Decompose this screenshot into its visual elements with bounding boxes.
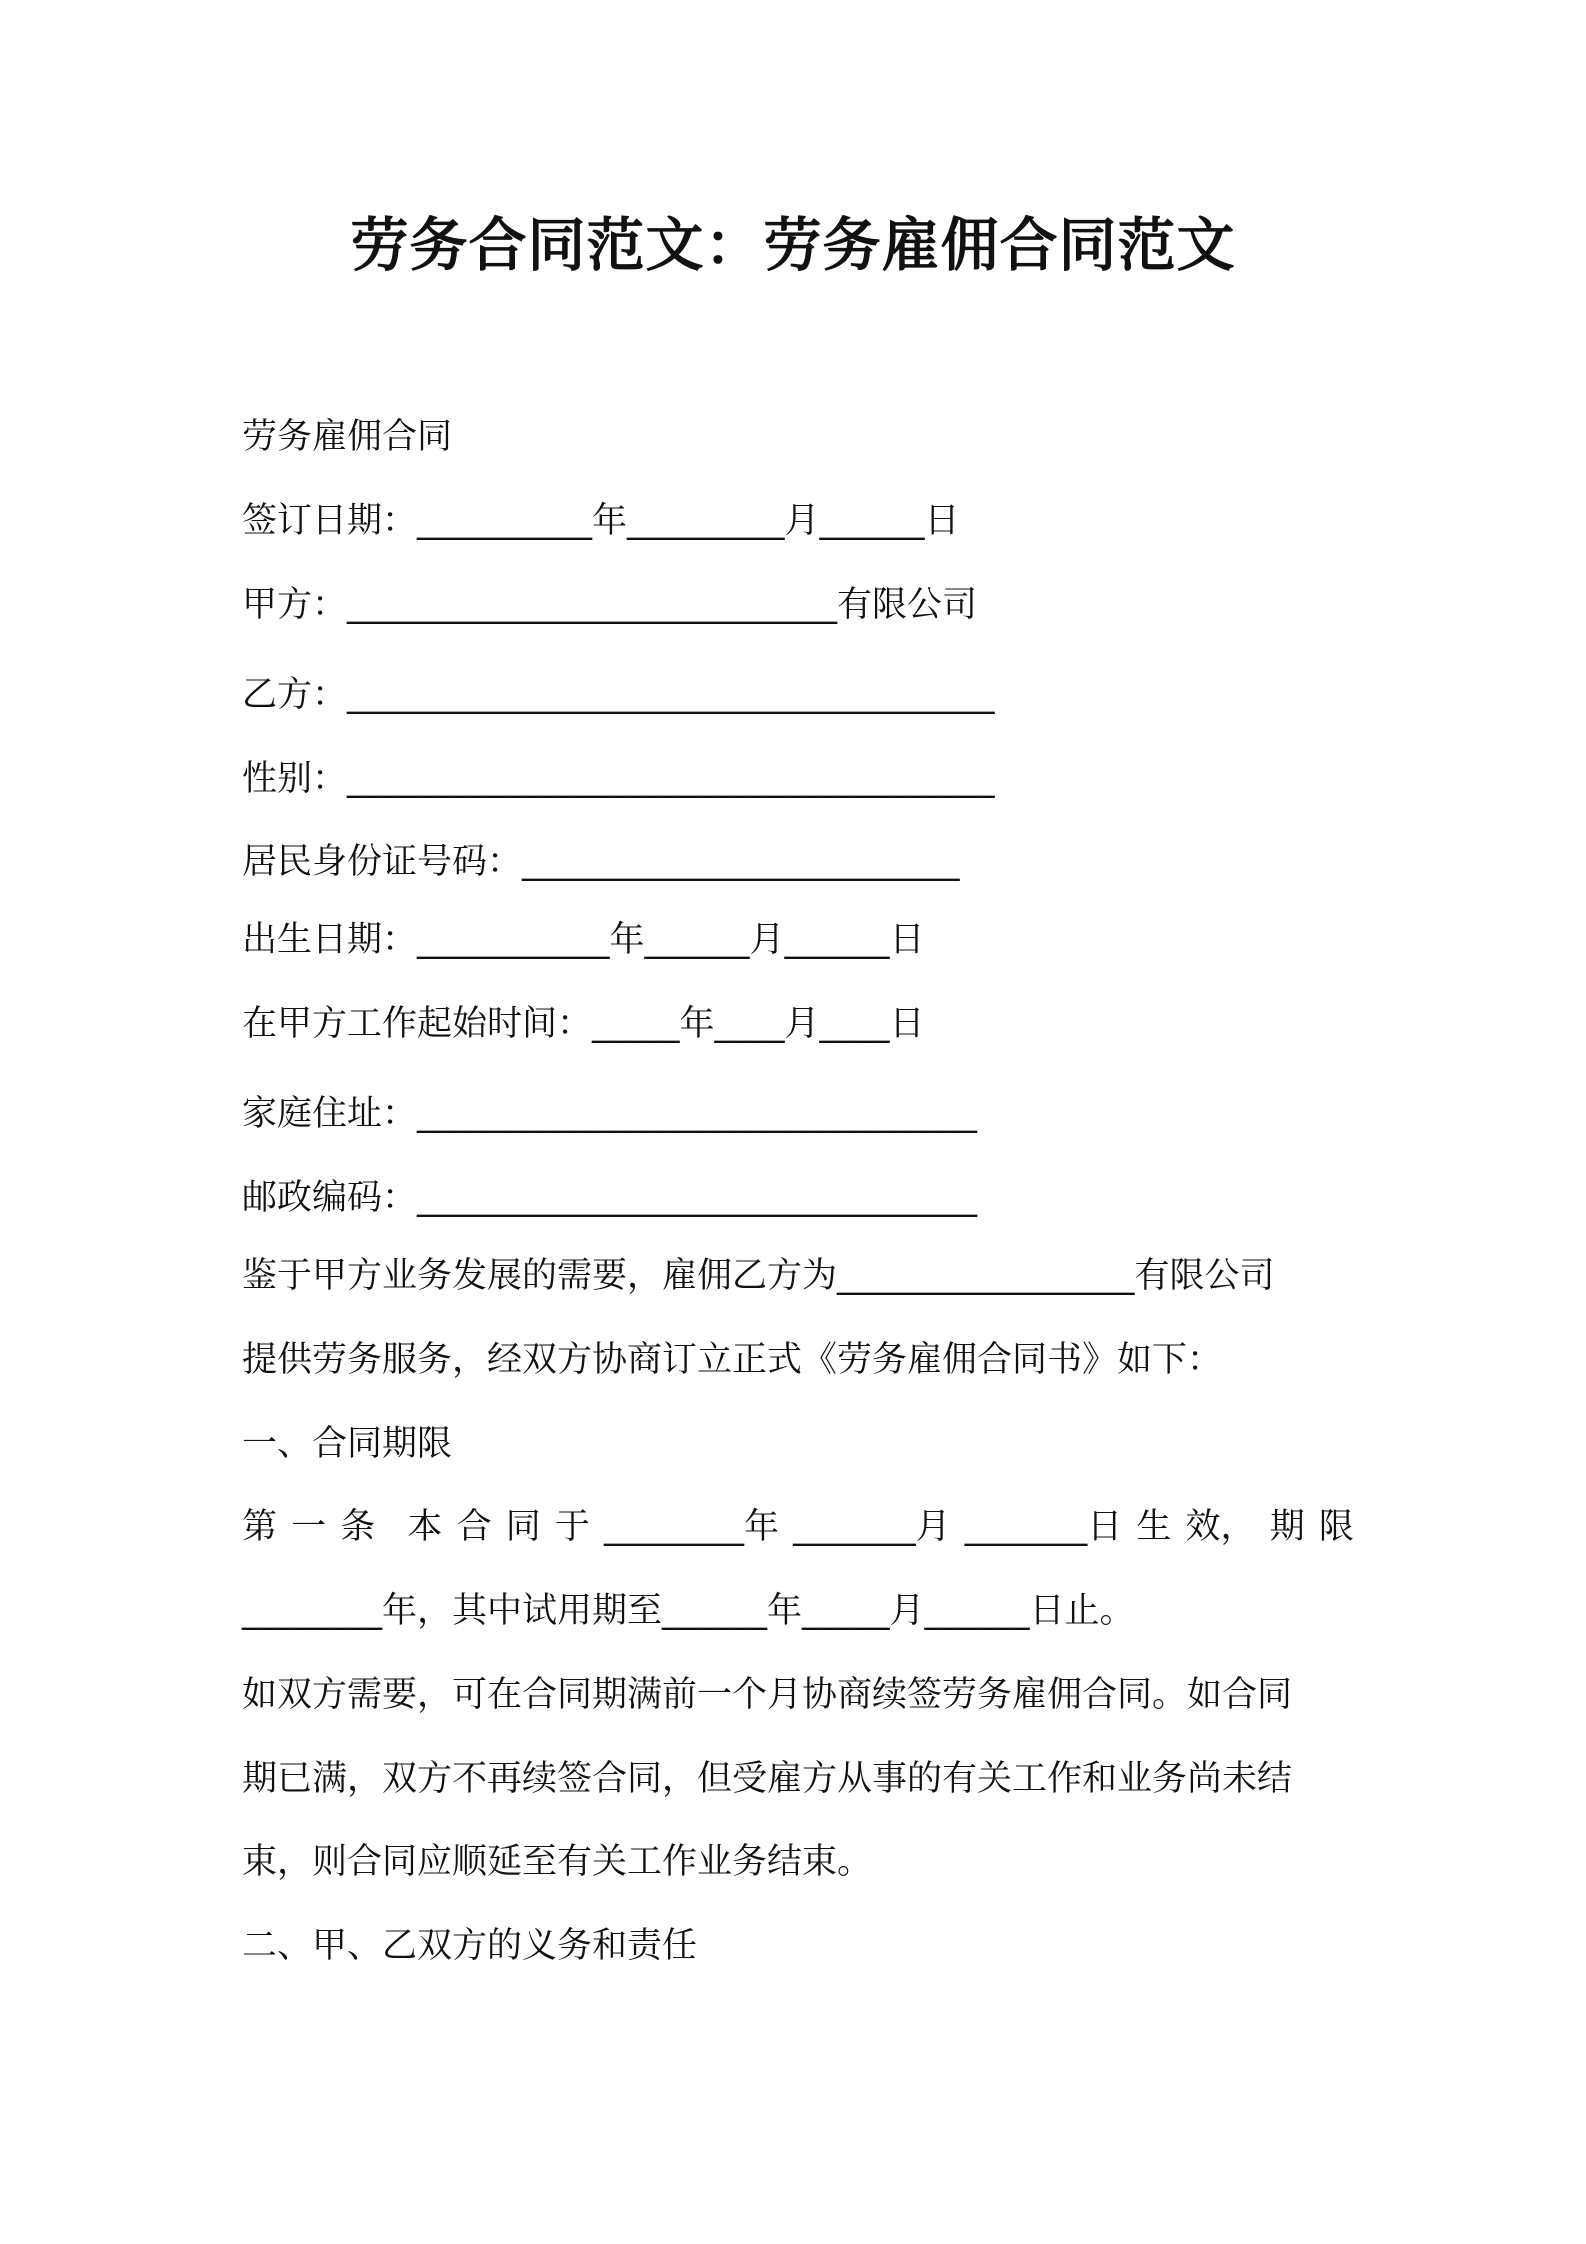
article-1-token: 第: [242, 1507, 278, 1547]
article-1-token: 一: [291, 1507, 327, 1547]
renewal-paragraph-line-1: 如双方需要，可在合同期满前一个月协商续签劳务雇佣合同。如合同: [242, 1675, 1293, 1715]
article-1-token: 本: [407, 1507, 443, 1547]
intro-paragraph-line-2: 提供劳务服务，经双方协商订立正式《劳务雇佣合同书》如下：: [242, 1340, 1223, 1380]
party-a-line: 甲方：____________________________有限公司: [242, 585, 978, 625]
article-1-line-2: ________年，其中试用期至______年_____月______日止。: [242, 1591, 1135, 1631]
article-1-token: 限: [1318, 1507, 1354, 1547]
article-1-token: 生: [1136, 1507, 1172, 1547]
gender-line: 性别：_____________________________________: [242, 759, 995, 799]
renewal-paragraph-line-2: 期已满，双方不再续签合同，但受雇方从事的有关工作和业务尚未结: [242, 1759, 1293, 1799]
page-title: 劳务合同范文：劳务雇佣合同范文: [350, 211, 1236, 279]
section-2-heading: 二、甲、乙双方的义务和责任: [242, 1926, 698, 1966]
party-b-line: 乙方：_____________________________________: [242, 675, 995, 715]
article-1-token: 合: [456, 1507, 492, 1547]
article-1-token: 同: [505, 1507, 541, 1547]
postal-code-line: 邮政编码：________________________________: [242, 1178, 978, 1218]
article-1-line-1: [242, 1505, 1354, 1549]
article-1-token: 条: [340, 1507, 376, 1547]
sign-date-line: 签订日期：__________年_________月______日: [242, 501, 960, 541]
article-1-token: ________年: [603, 1507, 779, 1547]
renewal-paragraph-line-3: 束，则合同应顺延至有关工作业务结束。: [242, 1842, 873, 1882]
intro-paragraph-line-1: 鉴于甲方业务发展的需要，雇佣乙方为_________________有限公司: [242, 1256, 1275, 1296]
article-1-token: 期: [1269, 1507, 1305, 1547]
article-1-token: 效，: [1185, 1507, 1256, 1547]
work-start-line: 在甲方工作起始时间：_____年____月____日: [242, 1004, 925, 1044]
article-1-token: _______日: [964, 1507, 1123, 1547]
article-1-token: 于: [554, 1507, 590, 1547]
birth-date-line: 出生日期：___________年______月______日: [242, 920, 925, 960]
contract-heading: 劳务雇佣合同: [242, 417, 453, 457]
article-1-token: _______月: [793, 1507, 951, 1547]
id-number-line: 居民身份证号码：_________________________: [242, 842, 960, 882]
home-address-line: 家庭住址：________________________________: [242, 1094, 978, 1134]
section-1-heading: 一、合同期限: [242, 1424, 453, 1464]
